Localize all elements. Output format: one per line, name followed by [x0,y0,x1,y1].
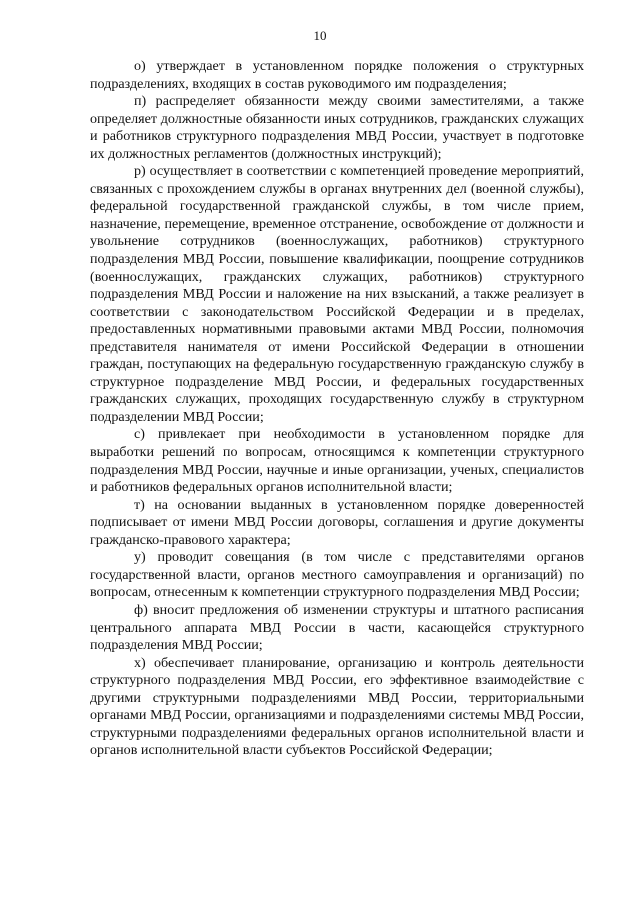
paragraph-p: п) распределяет обязанности между своими заместителями, а также определяет должностные обязанности иных сотрудников, гражданских служащих и работников структурного подразделения МВД России, участвует в подготовке их должностных регламентов (должностных инструкций); [90,93,584,162]
paragraph-h: х) обеспечивает планирование, организацию и контроль деятельности структурного подразделения МВД России, его эффективное взаимодействие с другими структурными подразделениями МВД России, территориальными органами МВД России, организациями и подразделениями системы МВД России, структурными подразделениями федеральных органов исполнительной власти и органов исполнительной власти субъектов Российской Федерации; [90,654,584,759]
paragraph-u: у) проводит совещания (в том числе с представителями органов государственной власти, органов местного самоуправления и организаций) по вопросам, отнесенным к компетенции структурного подразделения МВД России; [90,549,584,601]
paragraph-s: с) привлекает при необходимости в установленном порядке для выработки решений по вопросам, относящимся к компетенции структурного подразделения МВД России, научные и иные организации, ученых, специалистов и работников федеральных органов исполнительной власти; [90,426,584,496]
page-number: 10 [313,28,327,43]
paragraph-t: т) на основании выданных в установленном порядке доверенностей подписывает от имени МВД России договоры, соглашения и другие документы гражданско-правового характера; [90,496,584,548]
paragraph-o: о) утверждает в установленном порядке положения о структурных подразделениях, входящих в состав руководимого им подразделения; [90,58,584,92]
paragraph-r: р) осуществляет в соответствии с компетенцией проведение мероприятий, связанных с прохождением службы в органах внутренних дел (военной службы), федеральной государственной гражданской службы, в том числе прием, назначение, перемещение, временное отстранение, освобождение от должности и увольнение сотрудников (военнослужащих, работников) структурного подразделения МВД России, повышение квалификации, поощрение сотрудников (военнослужащих, гражданских служащих, работников) структурного подразделения МВД России и наложение на них взысканий, а также реализует в соответствии с законодательством Российской Федерации и в пределах, предоставленных нормативными правовыми актами МВД России, полномочия представителя нанимателя от имени Российской Федерации в отношении граждан, поступающих на федеральную государственную гражданскую службу в структурное подразделение МВД России, и федеральных государственных гражданских служащих, проходящих государственную службу в структурном подразделении МВД России; [90,163,584,425]
document-body [90,58,584,760]
paragraph-f: ф) вносит предложения об изменении структуры и штатного расписания центрального аппарата МВД России в части, касающейся структурного подразделения МВД России; [90,601,584,654]
